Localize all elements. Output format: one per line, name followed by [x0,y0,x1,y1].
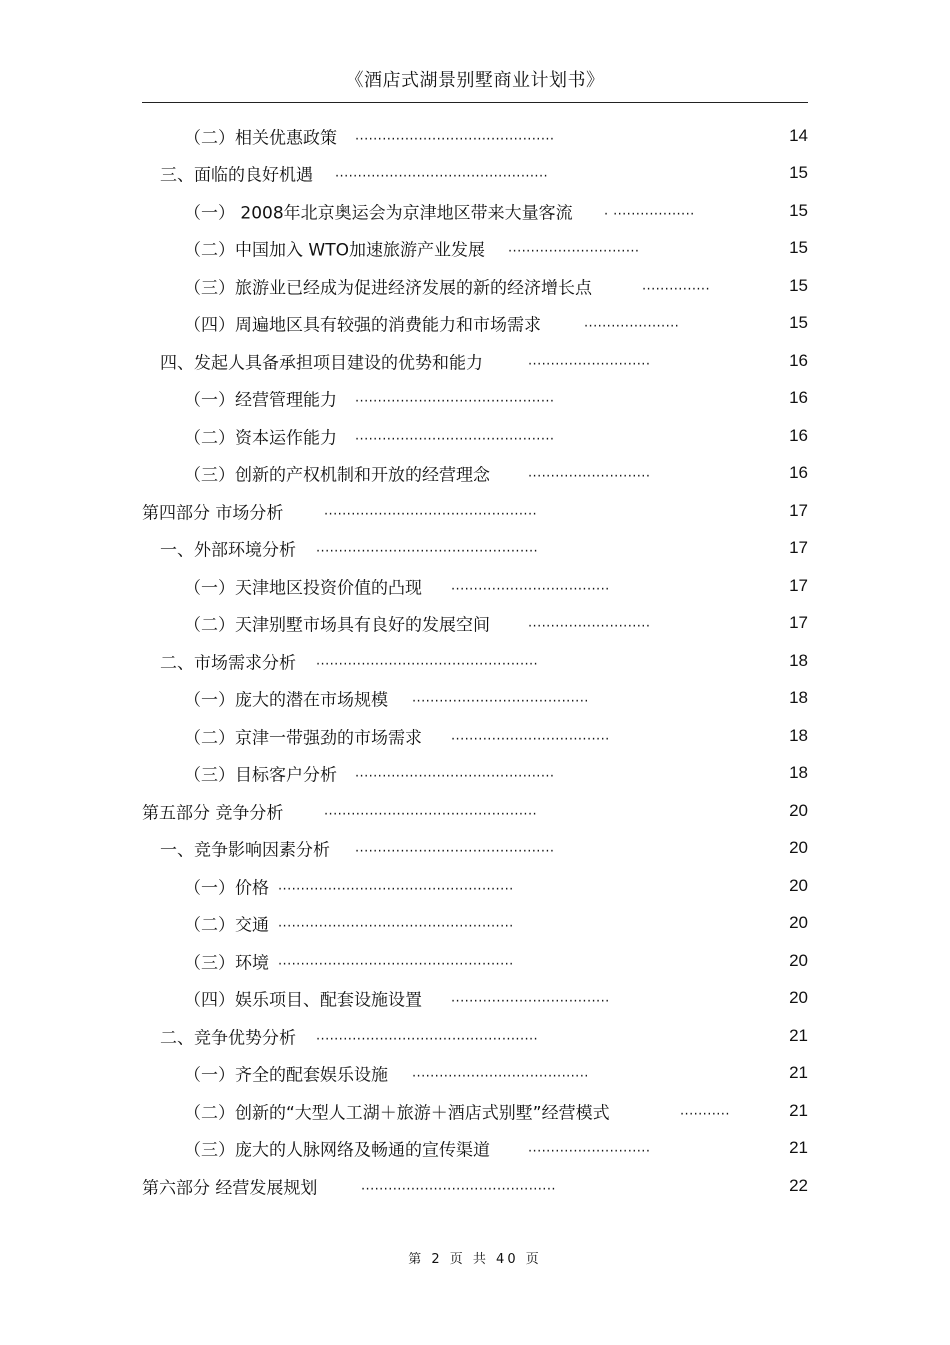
toc-page: 17 [789,500,808,520]
toc-leader: ............................................... [335,165,549,181]
toc-leader: ............................................... [324,503,538,519]
running-header: 《酒店式湖景别墅商业计划书》 [345,70,605,91]
toc-page: 22 [789,1175,808,1195]
toc-leader: .................................................... [278,915,514,931]
toc-entry[interactable] [142,380,808,418]
toc-entry[interactable] [142,192,808,230]
toc-page: 20 [789,838,808,858]
toc-leader: ........................... [528,353,651,369]
toc-title: （四）娱乐项目、配套设施设置 [184,990,422,1011]
toc-entry[interactable] [142,155,808,193]
toc-leader: ........... [680,1103,730,1119]
toc-leader: . .................. [604,203,695,219]
toc-leader: .................................................... [278,878,514,894]
toc-leader: ............................................ [355,765,555,781]
toc-entry[interactable] [142,267,808,305]
toc-page: 21 [789,1100,808,1120]
toc-page: 15 [789,238,808,258]
toc-leader: ................................... [451,578,610,594]
toc-entry[interactable] [142,230,808,268]
toc-title: 四、发起人具备承担项目建设的优势和能力 [160,353,483,374]
toc-page: 14 [789,125,808,145]
toc-title: （一）齐全的配套娱乐设施 [184,1065,388,1086]
toc-page: 17 [789,575,808,595]
toc-entry[interactable] [142,717,808,755]
toc-entry[interactable] [142,905,808,943]
toc-leader: ........................................... [361,1178,556,1194]
toc-entry[interactable] [142,1167,808,1205]
toc-title: （一）经营管理能力 [184,390,337,411]
toc-entry[interactable] [142,1055,808,1093]
toc-page: 17 [789,538,808,558]
toc-page: 15 [789,200,808,220]
toc-page: 15 [789,163,808,183]
toc-leader: ................................... [451,728,610,744]
toc-title: （三）环境 [184,953,269,974]
toc-title: （三）庞大的人脉网络及畅通的宣传渠道 [184,1140,490,1161]
toc-title: （一）价格 [184,878,269,899]
toc-entry[interactable] [142,642,808,680]
toc-page: 18 [789,650,808,670]
toc-title: （二）相关优惠政策 [184,128,337,149]
toc-page: 20 [789,988,808,1008]
toc-page: 16 [789,350,808,370]
toc-title: 二、市场需求分析 [160,653,296,674]
toc-entry[interactable] [142,867,808,905]
toc-leader: ............................................ [355,390,555,406]
toc-leader: ..................... [584,315,680,331]
toc-entry[interactable] [142,792,808,830]
toc-title: （三）旅游业已经成为促进经济发展的新的经济增长点 [184,278,592,299]
toc-entry[interactable] [142,492,808,530]
toc-title: （二）创新的“大型人工湖＋旅游＋酒店式别墅”经营模式 [184,1103,610,1124]
toc-leader: ................................................. [316,653,539,669]
toc-page: 20 [789,913,808,933]
toc-page: 16 [789,388,808,408]
toc-title: （二）天津别墅市场具有良好的发展空间 [184,615,490,636]
toc-page: 20 [789,800,808,820]
toc-page: 20 [789,875,808,895]
toc-page: 21 [789,1025,808,1045]
toc-title: （二）交通 [184,915,269,936]
toc-title: 第四部分 市场分析 [142,503,284,524]
toc-page: 15 [789,275,808,295]
toc-title: （二）中国加入 WTO加速旅游产业发展 [184,240,485,261]
toc-title: （四）周遍地区具有较强的消费能力和市场需求 [184,315,541,336]
toc-title: 一、外部环境分析 [160,540,296,561]
toc-page: 16 [789,463,808,483]
toc-title: 一、竞争影响因素分析 [160,840,330,861]
toc-entry[interactable] [142,305,808,343]
toc-title: （一） 2008年北京奥运会为京津地区带来大量客流 [184,203,573,224]
toc-title: 第六部分 经营发展规划 [142,1178,318,1199]
toc-entry[interactable] [142,755,808,793]
toc-entry[interactable] [142,417,808,455]
toc-leader: ................................... [451,990,610,1006]
toc-title: （一）庞大的潜在市场规模 [184,690,388,711]
toc-page: 21 [789,1138,808,1158]
toc-leader: ............................. [508,240,640,256]
toc-leader: ........................... [528,465,651,481]
toc-leader: ............................................ [355,428,555,444]
toc-page: 18 [789,725,808,745]
toc-page: 18 [789,688,808,708]
toc-leader: ........................... [528,1140,651,1156]
toc-entry[interactable] [142,530,808,568]
toc-page: 20 [789,950,808,970]
toc-leader: .................................................... [278,953,514,969]
toc-entry[interactable] [142,942,808,980]
toc-entry[interactable] [142,455,808,493]
toc-entry[interactable] [142,1017,808,1055]
header-divider [142,102,808,103]
toc-entry[interactable] [142,605,808,643]
toc-leader: ....................................... [412,1065,589,1081]
toc-leader: ............... [642,278,710,294]
toc-page: 18 [789,763,808,783]
toc-page: 21 [789,1063,808,1083]
toc-entry[interactable] [142,980,808,1018]
toc-leader: ............................................ [355,128,555,144]
toc-title: 三、面临的良好机遇 [160,165,313,186]
toc-page: 16 [789,425,808,445]
toc-entry[interactable] [142,680,808,718]
toc-leader: ................................................. [316,1028,539,1044]
toc-entry[interactable] [142,1092,808,1130]
toc-entry[interactable] [142,117,808,155]
toc-page: 17 [789,613,808,633]
toc-page: 15 [789,313,808,333]
toc-title: （二）京津一带强劲的市场需求 [184,728,422,749]
toc-entry[interactable] [142,342,808,380]
page-footer: 第 2 页 共 40 页 [408,1252,542,1267]
toc-leader: ............................................... [324,803,538,819]
toc-leader: ....................................... [412,690,589,706]
toc-leader: ............................................ [355,840,555,856]
toc-leader: ........................... [528,615,651,631]
toc-title: （三）目标客户分析 [184,765,337,786]
toc-leader: ................................................. [316,540,539,556]
toc-title: （一）天津地区投资价值的凸现 [184,578,422,599]
toc-entry[interactable] [142,567,808,605]
toc-title: （二）资本运作能力 [184,428,337,449]
toc-entry[interactable] [142,1130,808,1168]
table-of-contents [142,117,808,1205]
toc-entry[interactable] [142,830,808,868]
toc-title: 二、竞争优势分析 [160,1028,296,1049]
toc-title: 第五部分 竞争分析 [142,803,284,824]
toc-title: （三）创新的产权机制和开放的经营理念 [184,465,490,486]
